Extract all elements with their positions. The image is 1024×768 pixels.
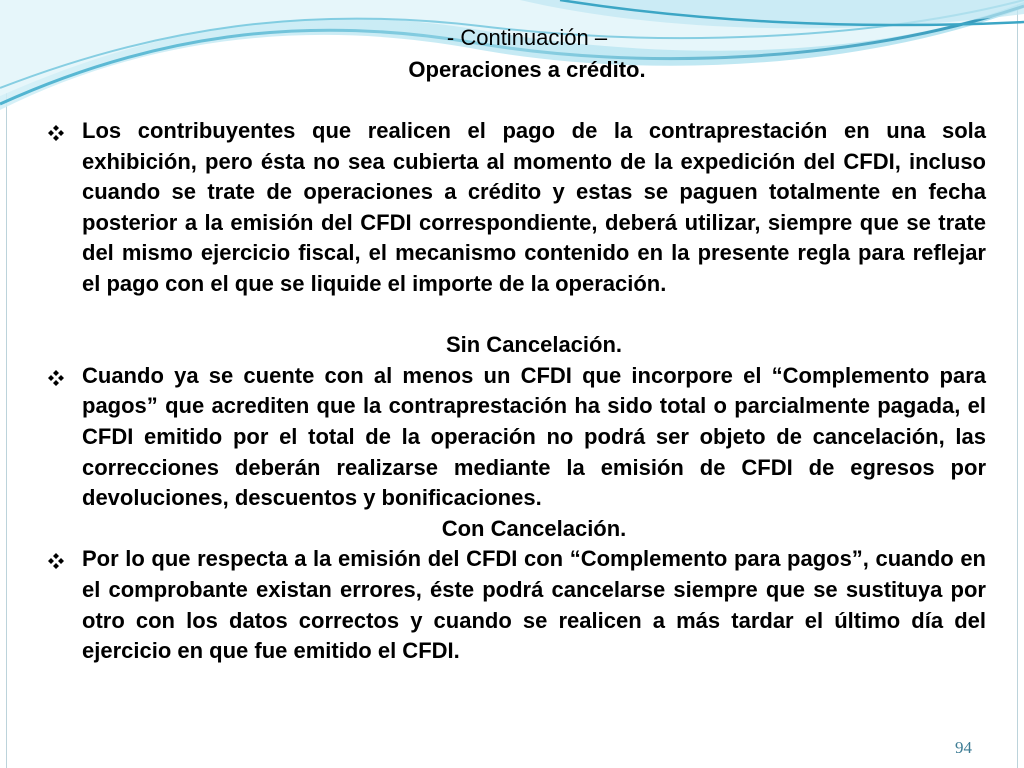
bullet-text: Los contribuyentes que realicen el pago de la contraprestación en una sola exhibición, pero ésta no sea cubierta al momento de la expedición del CFDI, incluso cuando se trate de operaciones a crédito y estas se paguen totalmente en fecha posterior a la emisión del CFDI correspondiente, deberá utilizar, siempre que se trate del mismo ejercicio fiscal, el mecanismo contenido en la presente regla para reflejar el pago con el que se liquide el importe de la operación. [82, 118, 986, 296]
slide-content [46, 116, 986, 667]
four-diamond-bullet-icon [46, 544, 82, 574]
bullet-text: Cuando ya se cuente con al menos un CFDI que incorpore el “Complemento para pagos” que acrediten que la contraprestación ha sido total o parcialmente pagada, el CFDI emitido por el total de la operación no podrá ser objeto de cancelación, las correcciones deberán realizarse mediante la emisión de CFDI de egresos por devoluciones, descuentos y bonificaciones. [82, 362, 986, 511]
four-diamond-bullet-icon [46, 361, 82, 391]
slide-subtitle: - Continuación – [446, 25, 608, 50]
section-heading: Con Cancelación. [441, 515, 627, 541]
bullet-item [46, 544, 986, 666]
section-heading: Sin Cancelación. [445, 332, 623, 358]
paragraph-spacer [46, 300, 986, 331]
page-number: 94 [955, 738, 972, 757]
four-diamond-bullet-icon [46, 116, 82, 146]
bullet-item [46, 116, 986, 300]
bullet-item [46, 361, 986, 514]
slide-title: Operaciones a crédito. [408, 57, 646, 82]
bullet-text: Por lo que respecta a la emisión del CFDI con “Complemento para pagos”, cuando en el comprobante existan errores, éste podrá cancelarse siempre que se sustituya por otro con los datos correctos y cuando se realicen a más tardar el último día del ejercicio en que fue emitido el CFDI. [82, 546, 986, 664]
